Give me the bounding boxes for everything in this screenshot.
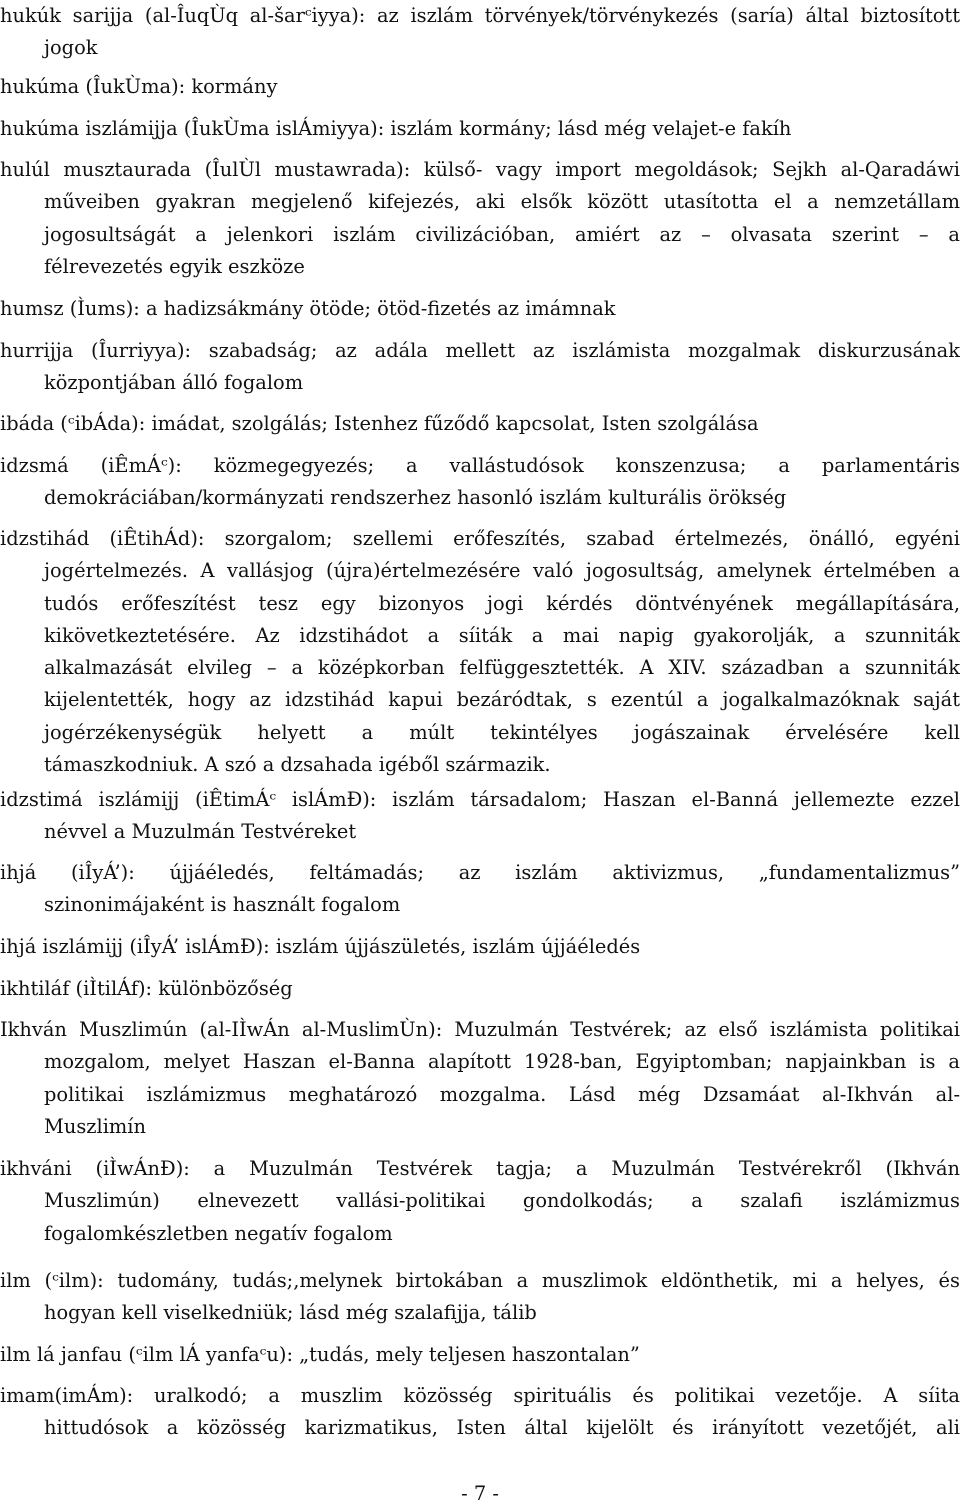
entry-definition-line: alkalmazását elvileg – a középkorban felfüggesztették. A XIV. században a szunniták: [44, 656, 960, 680]
entry-definition-line: támaszkodniuk. A szó a dzsahada igéből származik.: [44, 753, 551, 777]
entry-definition-line: műveiben gyakran megjelenő kifejezés, aki elsők között utasította el a nemzetállam: [44, 190, 960, 214]
entry-definition-line: jogérzékenységük helyett a múlt tekintélyes jogászainak érvelésére kell: [44, 720, 960, 744]
glossary-entry-hukuk-sarijja: [0, 0, 960, 65]
glossary-entry-ikhtilaf: [0, 973, 960, 1005]
glossary-entry-imam: [0, 1380, 960, 1445]
entry-headword-line: ibáda (ᶜibÁda): imádat, szolgálás; Istenhez fűződő kapcsolat, Isten szolgálása: [0, 412, 759, 435]
entry-definition-line: tudós erőfeszítést tesz egy bizonyos jogi kérdés döntvényének megállapítására,: [44, 591, 960, 615]
glossary-entry-hukuma: [0, 71, 960, 103]
glossary-entry-ilm-la-janfau: [0, 1339, 960, 1371]
entry-headword-line: ilm lá janfau (ᶜilm lÁ yanfaᶜu): „tudás, mely teljesen haszontalan”: [0, 1343, 640, 1366]
entry-definition-line: kijelentették, hogy az idzstihád kapui bezáródtak, s ezentúl a jogalkalmazóknak saját: [44, 688, 960, 712]
glossary-entry-ilm: [0, 1265, 960, 1330]
glossary-entry-ihja-iszlamijj: [0, 931, 960, 963]
glossary-entry-idzstima-iszlamijj: [0, 784, 960, 849]
entry-definition-line: névvel a Muzulmán Testvéreket: [44, 820, 357, 844]
entry-definition-line: mozgalom, melyet Haszan el-Banna alapított 1928-ban, Egyiptomban; napjainkban is a: [44, 1050, 960, 1074]
entry-headword-line: hurrijja (Îurriyya): szabadság; az adála mellett az iszlámista mozgalmak diskurzusának: [0, 339, 960, 362]
entry-definition-line: fogalomkészletben negatív fogalom: [44, 1221, 393, 1245]
entry-definition-line: központjában álló fogalom: [44, 371, 304, 395]
entry-headword-line: idzstihád (iÊtihÁd): szorgalom; szellemi erőfeszítés, szabad értelmezés, önálló, egyéni: [0, 527, 960, 550]
entry-definition-line: jogok: [44, 36, 98, 60]
entry-headword-line: humsz (Ìums): a hadizsákmány ötöde; ötöd-fizetés az imámnak: [0, 297, 616, 320]
entry-definition-line: politikai iszlámizmus meghatározó mozgalma. Lásd még Dzsamáat al-Ikhván al-: [44, 1082, 960, 1106]
glossary-entry-idzsma: [0, 450, 960, 515]
entry-headword-line: hukúma (ÎukÙma): kormány: [0, 75, 278, 98]
entry-definition-line: hittudósok a közösség karizmatikus, Isten által kijelölt és irányított vezetőjét, ali: [44, 1416, 960, 1440]
glossary-entry-humsz: [0, 293, 960, 325]
entry-headword-line: idzstimá iszlámijj (iÊtimÁᶜ islÁmÐ): iszlám társadalom; Haszan el-Banná jellemezte ezzel: [0, 788, 960, 811]
entry-headword-line: ihjá (iÎyÁ’): újjáéledés, feltámadás; az iszlám aktivizmus, „fundamentalizmus”: [0, 861, 960, 884]
entry-headword-line: ilm (ᶜilm): tudomány, tudás;,melynek birtokában a muszlimok eldönthetik, mi a helyes, és: [0, 1269, 960, 1292]
entry-headword-line: ikhtiláf (iÌtilÁf): különbözőség: [0, 977, 293, 1000]
page-number: - 7 -: [461, 1482, 499, 1505]
entry-definition-line: Muszlimín: [44, 1114, 146, 1138]
glossary-entry-hulul-musztaurada: [0, 154, 960, 283]
glossary-entry-ihja: [0, 857, 960, 922]
entry-headword-line: hulúl musztaurada (ÎulÙl mustawrada): külső- vagy import megoldások; Sejkh al-Qaradáwi: [0, 158, 960, 181]
entry-definition-line: jogértelmezés. A vallásjog (újra)értelmezésére való jogosultság, amelynek értelmében a: [44, 559, 960, 583]
entry-headword-line: ikhváni (iÌwÁnÐ): a Muzulmán Testvérek tagja; a Muzulmán Testvérekről (Ikhván: [0, 1157, 960, 1180]
entry-headword-line: imam(imÁm): uralkodó; a muszlim közösség spirituális és politikai vezetője. A síita: [0, 1384, 960, 1407]
entry-definition-line: félrevezetés egyik eszköze: [44, 254, 305, 278]
entry-headword-line: ihjá iszlámijj (iÎyÁ’ islÁmÐ): iszlám újjászületés, iszlám újjáéledés: [0, 935, 641, 958]
glossary-entry-ikhvan-muszlimun: [0, 1014, 960, 1143]
glossary-entry-hukuma-iszlamijja: [0, 113, 960, 145]
entry-definition-line: szinonimájaként is használt fogalom: [44, 893, 401, 917]
entry-definition-line: hogyan kell viselkedniük; lásd még szalafijja, tálib: [44, 1301, 537, 1325]
entry-definition-line: jogosultságát a jelenkori iszlám civilizációban, amiért az – olvasata szerint – a: [44, 222, 960, 246]
glossary-entry-hurrijja: [0, 335, 960, 400]
entry-headword-line: hukúk sarijja (al-ÎuqÙq al-šarᶜiyya): az iszlám törvények/törvénykezés (saría) által biztosított: [0, 4, 960, 27]
entry-definition-line: Muszlimún) elnevezett vallási-politikai gondolkodás; a szalafi iszlámizmus: [44, 1189, 960, 1213]
entry-headword-line: hukúma iszlámijja (ÎukÙma islÁmiyya): iszlám kormány; lásd még velajet-e fakíh: [0, 117, 792, 140]
entry-definition-line: kikövetkeztetésére. Az idzstihádot a síiták a mai napig gyakorolják, a szunniták: [44, 623, 960, 647]
entry-headword-line: Ikhván Muszlimún (al-IÌwÁn al-MuslimÙn): Muzulmán Testvérek; az első iszlámista politikai: [0, 1018, 960, 1041]
entry-headword-line: idzsmá (iÊmÁᶜ): közmegegyezés; a vallástudósok konszenzusa; a parlamentáris: [0, 454, 960, 477]
entry-definition-line: demokráciában/kormányzati rendszerhez hasonló iszlám kulturális örökség: [44, 486, 787, 510]
glossary-entry-ibada: [0, 408, 960, 440]
glossary-entry-idzstihad: [0, 523, 960, 781]
glossary-entry-ikhvani: [0, 1153, 960, 1250]
